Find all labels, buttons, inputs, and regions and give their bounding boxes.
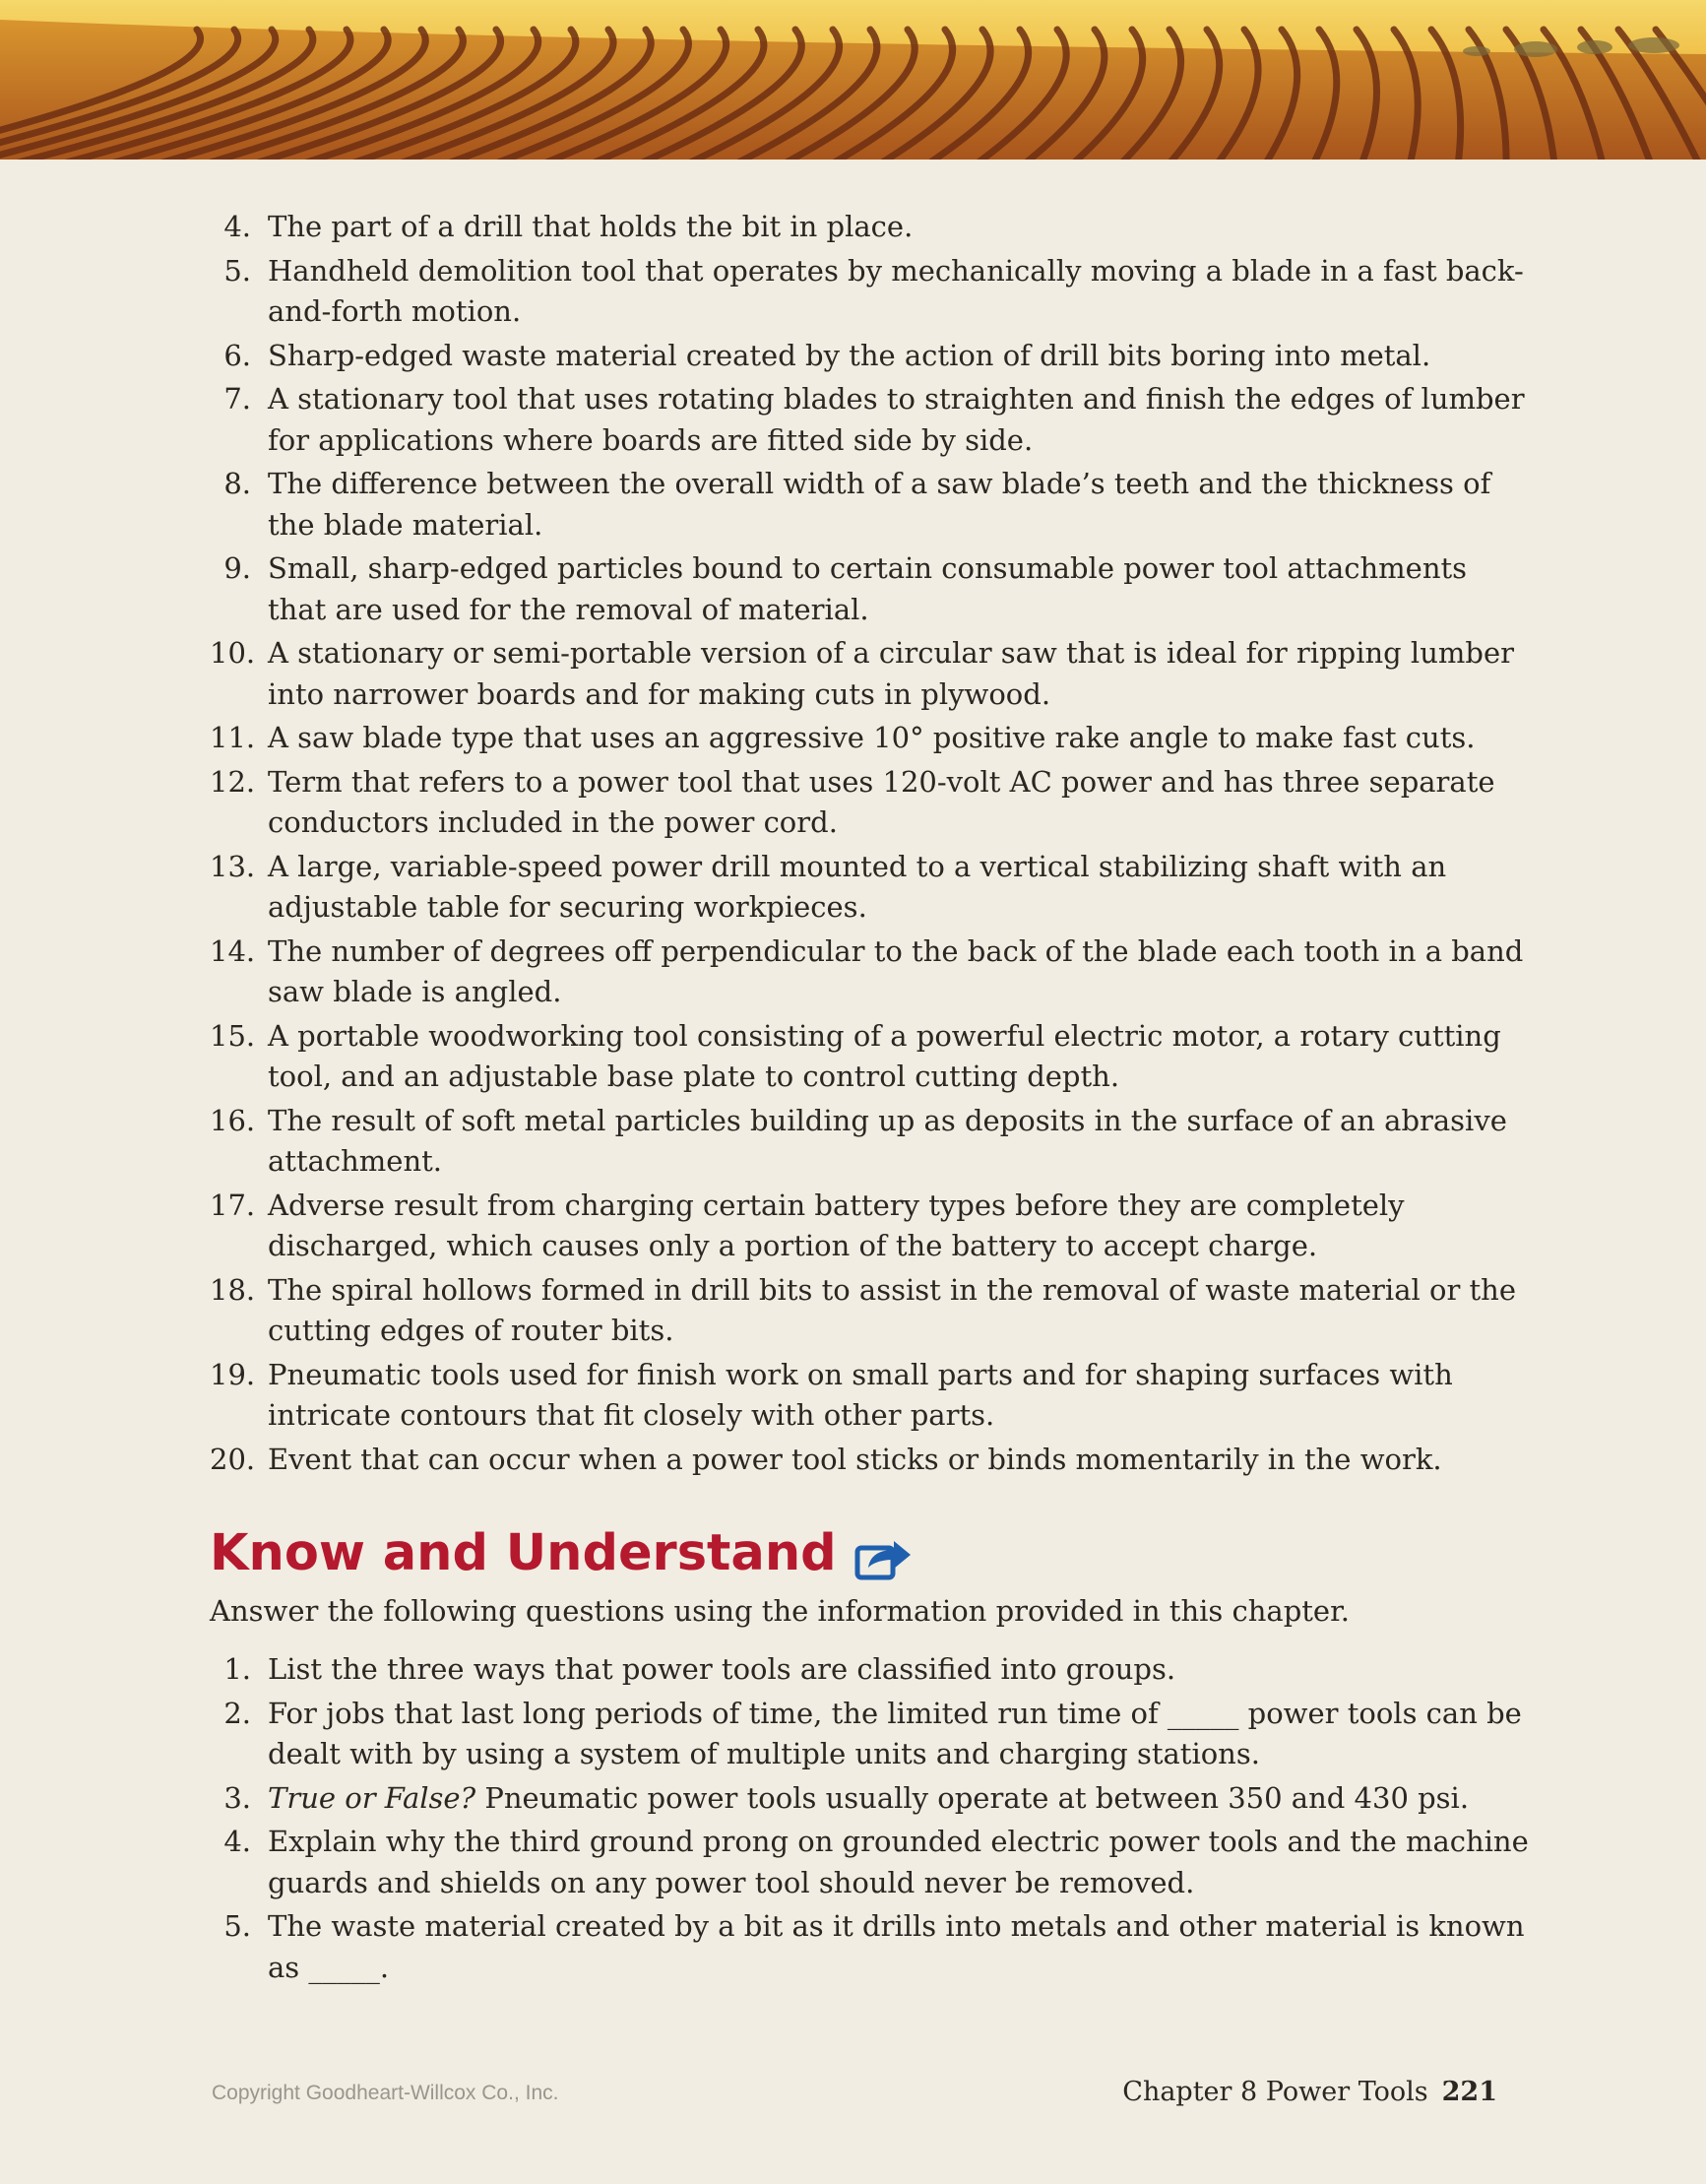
vocab-item xyxy=(210,1270,1529,1352)
item-text: The difference between the overall width of a saw blade’s teeth and the thickness of the blade material. xyxy=(268,467,1491,542)
item-number: 3. xyxy=(223,1780,251,1815)
question-item xyxy=(210,1822,1529,1903)
item-text: A large, variable-speed power drill mounted to a vertical stabilizing shaft with an adjustable table for securing workpieces. xyxy=(268,849,1447,924)
item-text: For jobs that last long periods of time, the limited run time of _____ power tools can be dealt with by using a system of multiple units and charging stations. xyxy=(268,1696,1522,1770)
section-title: Know and Understand xyxy=(210,1524,837,1582)
item-text: Sharp-edged waste material created by the action of drill bits boring into metal. xyxy=(268,338,1431,372)
item-number: 7. xyxy=(223,382,251,416)
vocab-item xyxy=(210,379,1529,461)
vocab-item xyxy=(210,633,1529,715)
vocabulary-list xyxy=(210,207,1529,1480)
share-icon[interactable] xyxy=(854,1531,914,1576)
vocab-item xyxy=(210,1355,1529,1437)
section-intro: Answer the following questions using the information provided in this chapter. xyxy=(210,1594,1350,1628)
item-text: Explain why the third ground prong on grounded electric power tools and the machine guards and shields on any power tool should never be removed. xyxy=(268,1825,1529,1899)
question-item xyxy=(210,1649,1529,1691)
vocab-item xyxy=(210,1440,1529,1481)
item-number: 19. xyxy=(210,1357,256,1391)
item-number: 1. xyxy=(223,1652,251,1686)
item-number: 15. xyxy=(210,1018,256,1053)
item-text: A stationary or semi-portable version of a circular saw that is ideal for ripping lumber into narrower boards and for making cuts in plywood. xyxy=(268,636,1514,711)
item-number: 18. xyxy=(210,1272,256,1307)
item-number: 20. xyxy=(210,1442,256,1476)
item-text: A portable woodworking tool consisting of a powerful electric motor, a rotary cutting tool, and an adjustable base plate to control cutting depth. xyxy=(268,1018,1501,1093)
page-content xyxy=(210,207,1529,1991)
item-text: Handheld demolition tool that operates by mechanically moving a blade in a fast back-and-forth motion. xyxy=(268,253,1524,328)
question-item xyxy=(210,1694,1529,1775)
item-number: 4. xyxy=(223,1825,251,1858)
wheat-field-banner xyxy=(0,0,1706,160)
vocab-item xyxy=(210,847,1529,929)
item-number: 2. xyxy=(223,1696,251,1730)
wheat-field-photo xyxy=(0,0,1706,160)
item-italic-prefix: True or False? xyxy=(268,1780,476,1815)
item-number: 6. xyxy=(223,338,251,372)
item-number: 8. xyxy=(223,467,251,500)
item-text: The result of soft metal particles building up as deposits in the surface of an abrasive attachment. xyxy=(268,1103,1507,1178)
item-text: A saw blade type that uses an aggressive 10° positive rake angle to make fast cuts. xyxy=(268,721,1476,754)
item-number: 11. xyxy=(210,721,256,754)
item-text: The waste material created by a bit as it drills into metals and other material is known as _____. xyxy=(268,1909,1525,1984)
copyright-notice: Copyright Goodheart-Willcox Co., Inc. xyxy=(212,2082,559,2104)
question-item xyxy=(210,1778,1529,1820)
item-number: 12. xyxy=(210,764,256,799)
item-number: 14. xyxy=(210,933,256,968)
item-text: Event that can occur when a power tool sticks or binds momentarily in the work. xyxy=(268,1442,1442,1476)
item-text: The number of degrees off perpendicular to the back of the blade each tooth in a band saw blade is angled. xyxy=(268,933,1524,1008)
know-and-understand-heading xyxy=(210,1519,1529,1588)
vocab-item xyxy=(210,1101,1529,1183)
item-text: List the three ways that power tools are classified into groups. xyxy=(268,1652,1176,1686)
vocab-item xyxy=(210,207,1529,248)
item-text: Term that refers to a power tool that uses 120-volt AC power and has three separate conductors included in the power cord. xyxy=(268,764,1495,839)
item-text: Pneumatic power tools usually operate at between 350 and 430 psi. xyxy=(475,1780,1470,1815)
question-item xyxy=(210,1906,1529,1988)
item-text: The part of a drill that holds the bit in place. xyxy=(268,210,914,243)
item-number: 5. xyxy=(223,253,251,288)
item-text: Adverse result from charging certain battery types before they are completely discharged, which causes only a portion of the battery to accept charge. xyxy=(268,1188,1405,1262)
vocab-item xyxy=(210,548,1529,630)
vocab-item xyxy=(210,251,1529,333)
vocab-item xyxy=(210,336,1529,377)
page-number: 221 xyxy=(1441,2077,1497,2107)
page-footer xyxy=(1122,2077,1497,2107)
item-text: The spiral hollows formed in drill bits to assist in the removal of waste material or the cutting edges of router bits. xyxy=(268,1272,1517,1347)
chapter-label: Chapter 8 Power Tools xyxy=(1122,2077,1428,2107)
item-number: 10. xyxy=(210,636,256,670)
vocab-item xyxy=(210,464,1529,546)
vocab-item xyxy=(210,1186,1529,1267)
item-number: 16. xyxy=(210,1103,256,1137)
item-number: 4. xyxy=(223,210,251,243)
item-text: Pneumatic tools used for finish work on small parts and for shaping surfaces with intricate contours that fit closely with other parts. xyxy=(268,1357,1453,1432)
vocab-item xyxy=(210,931,1529,1013)
vocab-item xyxy=(210,718,1529,759)
vocab-item xyxy=(210,1016,1529,1098)
item-number: 13. xyxy=(210,849,256,883)
item-number: 17. xyxy=(210,1188,256,1222)
item-text: A stationary tool that uses rotating blades to straighten and finish the edges of lumber for applications where boards are fitted side by side. xyxy=(268,382,1525,457)
item-number: 9. xyxy=(223,551,251,585)
item-number: 5. xyxy=(223,1909,251,1943)
question-list xyxy=(210,1649,1529,1988)
vocab-item xyxy=(210,762,1529,844)
item-text: Small, sharp-edged particles bound to certain consumable power tool attachments that are used for the removal of material. xyxy=(268,551,1468,626)
